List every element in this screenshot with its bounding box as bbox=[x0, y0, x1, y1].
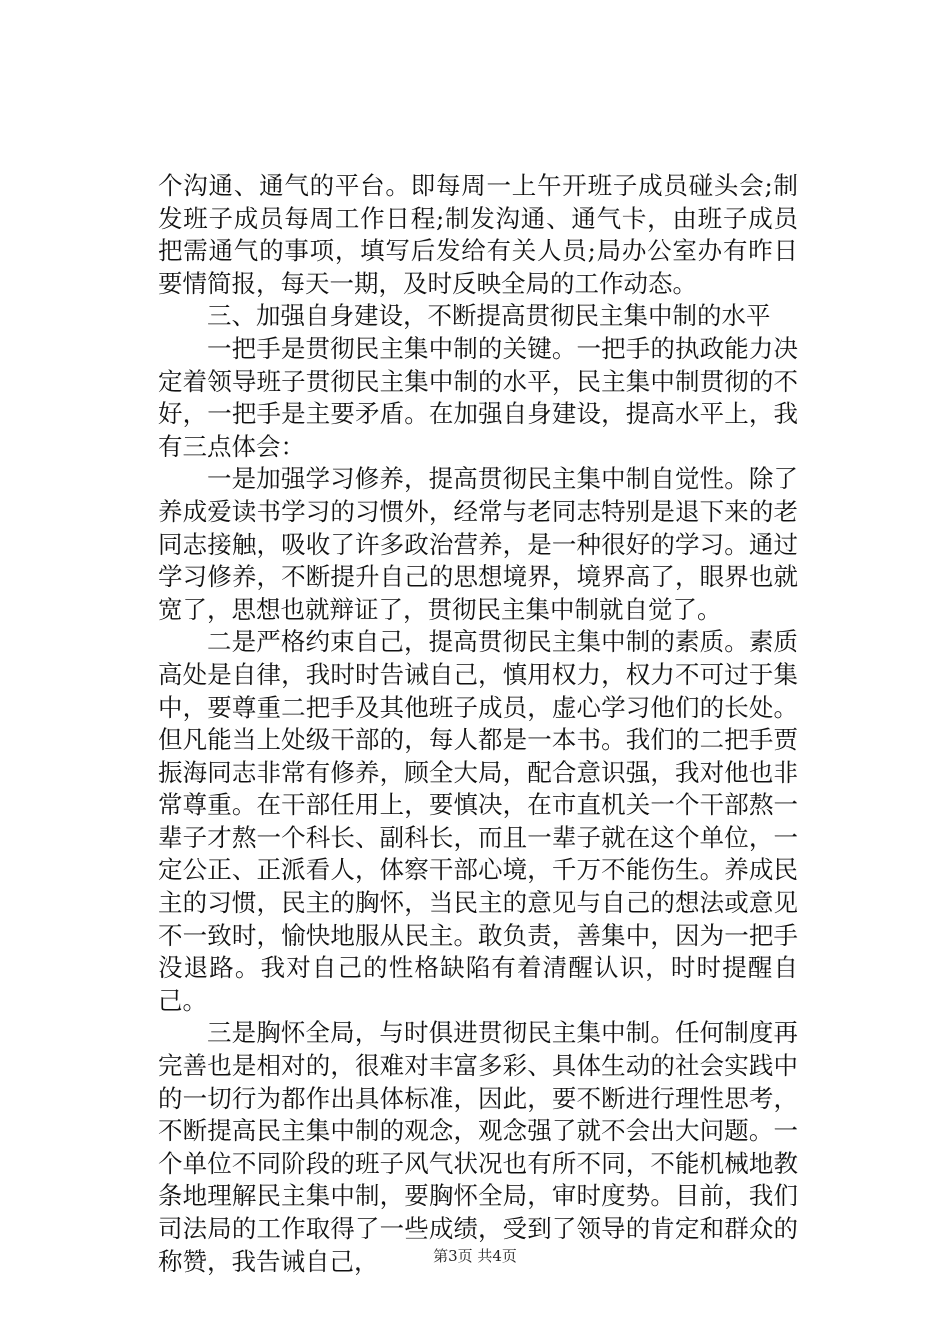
document-body bbox=[158, 170, 798, 1278]
section-heading: 三、加强自身建设，不断提高贯彻民主集中制的水平 bbox=[207, 301, 771, 331]
paragraph-3: 一把手是贯彻民主集中制的关键。一把手的执政能力决定着领导班子贯彻民主集中制的水平，民主集中制贯彻的不好，一把手是主要矛盾。在加强自身建设，提高水平上，我有三点体会： bbox=[158, 333, 798, 461]
page-footer: 第3页 共4页 bbox=[433, 1247, 517, 1265]
paragraph-5: 二是严格约束自己，提高贯彻民主集中制的素质。素质高处是自律，我时时告诫自己，慎用权力，权力不可过于集中，要尊重二把手及其他班子成员，虚心学习他们的长处。但凡能当上处级干部的，每人都是一本书。我们的二把手贾振海同志非常有修养，顾全大局，配合意识强，我对他也非常尊重。在干部任用上，要慎决，在市直机关一个干部熬一辈子才熬一个科长、副科长，而且一辈子就在这个单位，一定公正、正派看人，体察干部心境，千万不能伤生。养成民主的习惯，民主的胸怀，当民主的意见与自己的想法或意见不一致时，愉快地服从民主。敢负责，善集中，因为一把手没退路。我对自己的性格缺陷有着清醒认识，时时提醒自己。 bbox=[158, 627, 798, 1015]
paragraph-6: 三是胸怀全局，与时俱进贯彻民主集中制。任何制度再完善也是相对的，很难对丰富多彩、具体生动的社会实践中的一切行为都作出具体标准，因此，要不断进行理性思考，不断提高民主集中制的观念，观念强了就不会出大问题。一个单位不同阶段的班子风气状况也有所不同，不能机械地教条地理解民主集中制，要胸怀全局，审时度势。目前，我们司法局的工作取得了一些成绩，受到了领导的肯定和群众的称赞，我告诫自己， bbox=[158, 1018, 798, 1276]
paragraph-1: 个沟通、通气的平台。即每周一上午开班子成员碰头会;制发班子成员每周工作日程;制发沟通、通气卡，由班子成员把需通气的事项，填写后发给有关人员;局办公室办有昨日要情简报，每天一期，及时反映全局的工作动态。 bbox=[158, 171, 798, 298]
paragraph-4: 一是加强学习修养，提高贯彻民主集中制自觉性。除了养成爱读书学习的习惯外，经常与老同志特别是退下来的老同志接触，吸收了许多政治营养，是一种很好的学习。通过学习修养，不断提升自己的思想境界，境界高了，眼界也就宽了，思想也就辩证了，贯彻民主集中制就自觉了。 bbox=[158, 464, 798, 624]
